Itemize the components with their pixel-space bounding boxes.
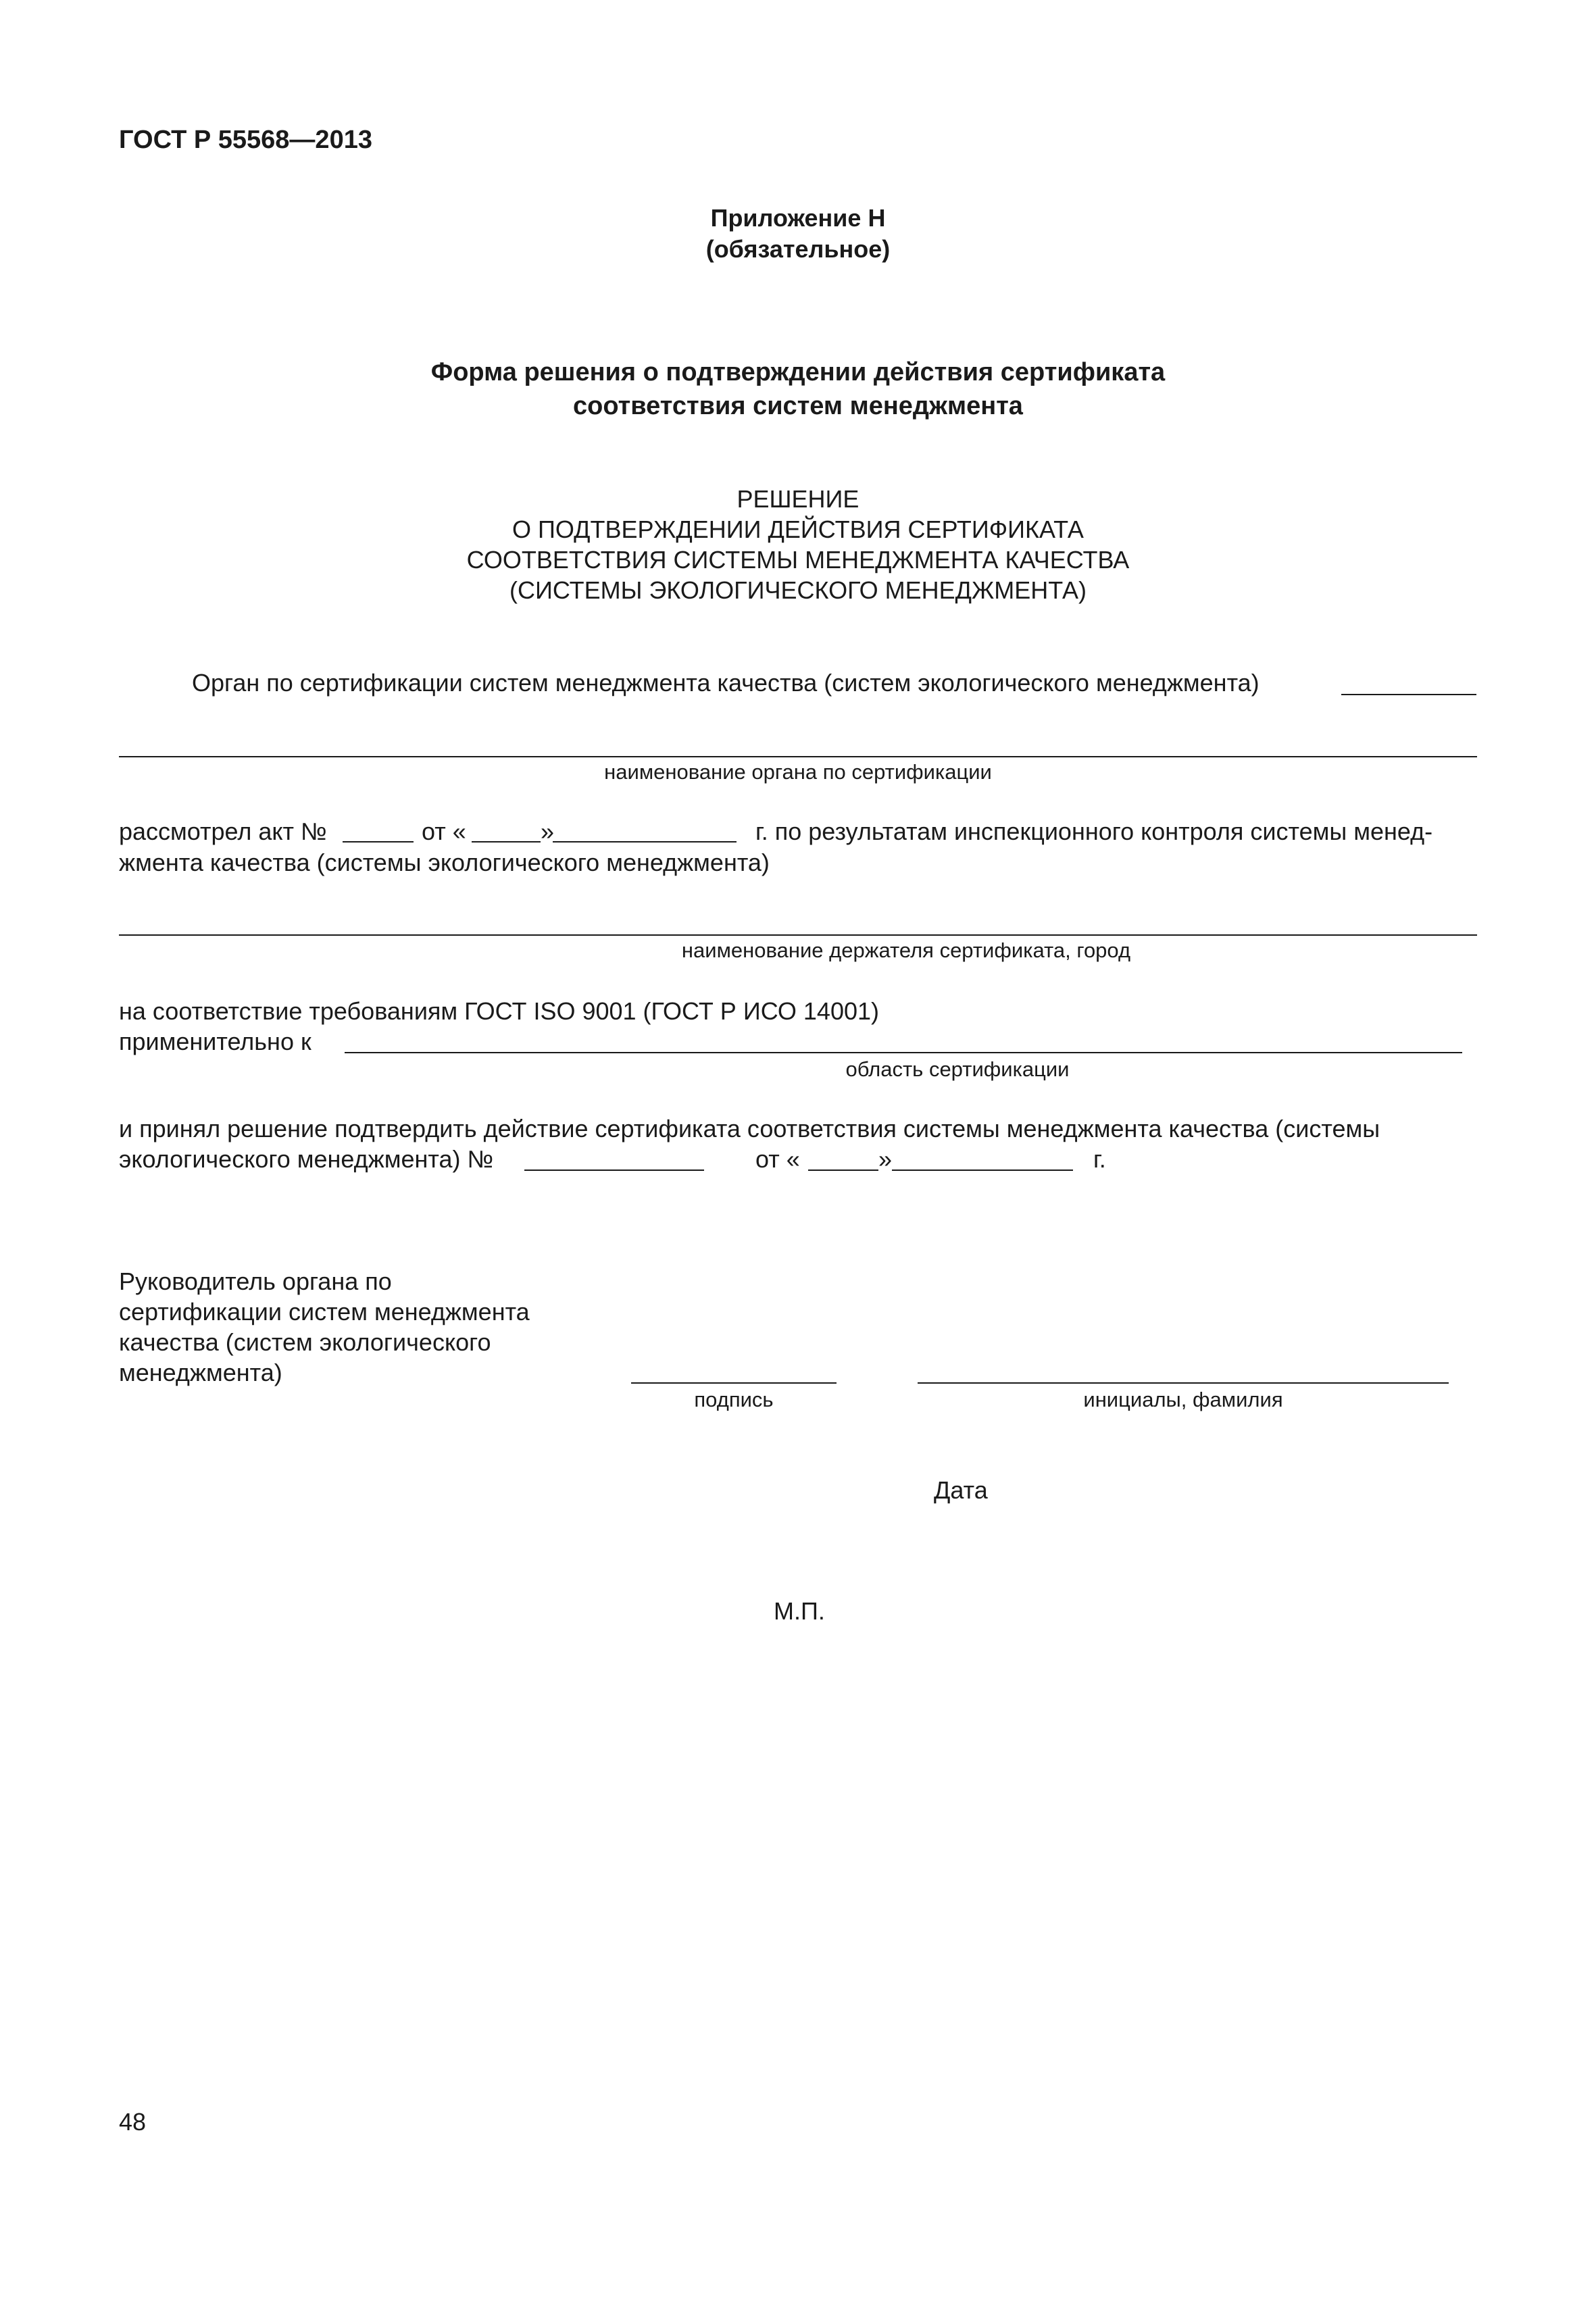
certificate-number-blank[interactable] bbox=[524, 1169, 704, 1171]
holder-name-caption: наименование держателя сертификата, город bbox=[681, 938, 1131, 962]
decision-line2-prefix: экологического менеджмента) № bbox=[119, 1145, 494, 1173]
signatory-role-line3: качества (систем экологического bbox=[119, 1328, 491, 1356]
signature-caption: подпись bbox=[694, 1388, 774, 1411]
form-title-line1: Форма решения о подтверждении действия сертификата bbox=[430, 358, 1166, 386]
scope-caption: область сертификации bbox=[845, 1057, 1070, 1081]
act-month-year-blank[interactable] bbox=[553, 841, 737, 842]
applicable-prefix: применительно к bbox=[119, 1028, 311, 1055]
signatory-role-line4: менеджмента) bbox=[119, 1359, 282, 1386]
compliance-line: на соответствие требованиям ГОСТ ISO 9001 (ГОСТ Р ИСО 14001) bbox=[119, 997, 879, 1025]
decision-heading-line3: СООТВЕТСТВИЯ СИСТЕМЫ МЕНЕДЖМЕНТА КАЧЕСТВА bbox=[466, 546, 1130, 574]
appendix-status: (обязательное) bbox=[705, 235, 891, 263]
page-number: 48 bbox=[119, 2108, 147, 2136]
act-number-blank[interactable] bbox=[343, 841, 414, 842]
organ-name-blank-short[interactable] bbox=[1341, 694, 1476, 695]
scope-blank[interactable] bbox=[345, 1052, 1462, 1053]
decision-heading-line1: РЕШЕНИЕ bbox=[737, 485, 859, 513]
signatory-role-line2: сертификации систем менеджмента bbox=[119, 1298, 530, 1326]
reviewed-suffix: г. по результатам инспекционного контроля системы менед- bbox=[755, 818, 1433, 845]
date-label: Дата bbox=[934, 1476, 988, 1504]
appendix-title: Приложение Н bbox=[710, 204, 886, 232]
holder-name-blank[interactable] bbox=[119, 934, 1477, 936]
decision-from: от « bbox=[755, 1145, 800, 1173]
certificate-day-blank[interactable] bbox=[808, 1169, 878, 1171]
standard-designation: ГОСТ Р 55568—2013 bbox=[119, 126, 372, 154]
organ-line: Орган по сертификации систем менеджмента качества (систем экологического менеджмента) bbox=[192, 669, 1260, 697]
stamp-label: М.П. bbox=[774, 1597, 825, 1625]
name-caption: инициалы, фамилия bbox=[1083, 1388, 1283, 1411]
reviewed-line2: жмента качества (системы экологического менеджмента) bbox=[119, 849, 770, 876]
name-blank[interactable] bbox=[918, 1382, 1449, 1384]
decision-line1: и принял решение подтвердить действие сертификата соответствия системы менеджмента качества (системы bbox=[119, 1115, 1380, 1142]
reviewed-quote-close: » bbox=[541, 818, 555, 845]
form-title-line2: соответствия систем менеджмента bbox=[573, 392, 1023, 420]
decision-heading-line4: (СИСТЕМЫ ЭКОЛОГИЧЕСКОГО МЕНЕДЖМЕНТА) bbox=[509, 576, 1087, 604]
certificate-month-blank[interactable] bbox=[892, 1169, 1073, 1171]
organ-name-caption: наименование органа по сертификации bbox=[604, 760, 992, 784]
organ-name-blank[interactable] bbox=[119, 756, 1477, 757]
decision-heading-line2: О ПОДТВЕРЖДЕНИИ ДЕЙСТВИЯ СЕРТИФИКАТА bbox=[512, 515, 1084, 543]
decision-year: г. bbox=[1093, 1145, 1106, 1173]
reviewed-from: от « bbox=[422, 818, 466, 845]
signatory-role-line1: Руководитель органа по bbox=[119, 1267, 392, 1295]
decision-quote-close: » bbox=[878, 1145, 893, 1173]
reviewed-prefix: рассмотрел акт № bbox=[119, 818, 327, 845]
act-day-blank[interactable] bbox=[472, 841, 541, 842]
signature-blank[interactable] bbox=[631, 1382, 837, 1384]
